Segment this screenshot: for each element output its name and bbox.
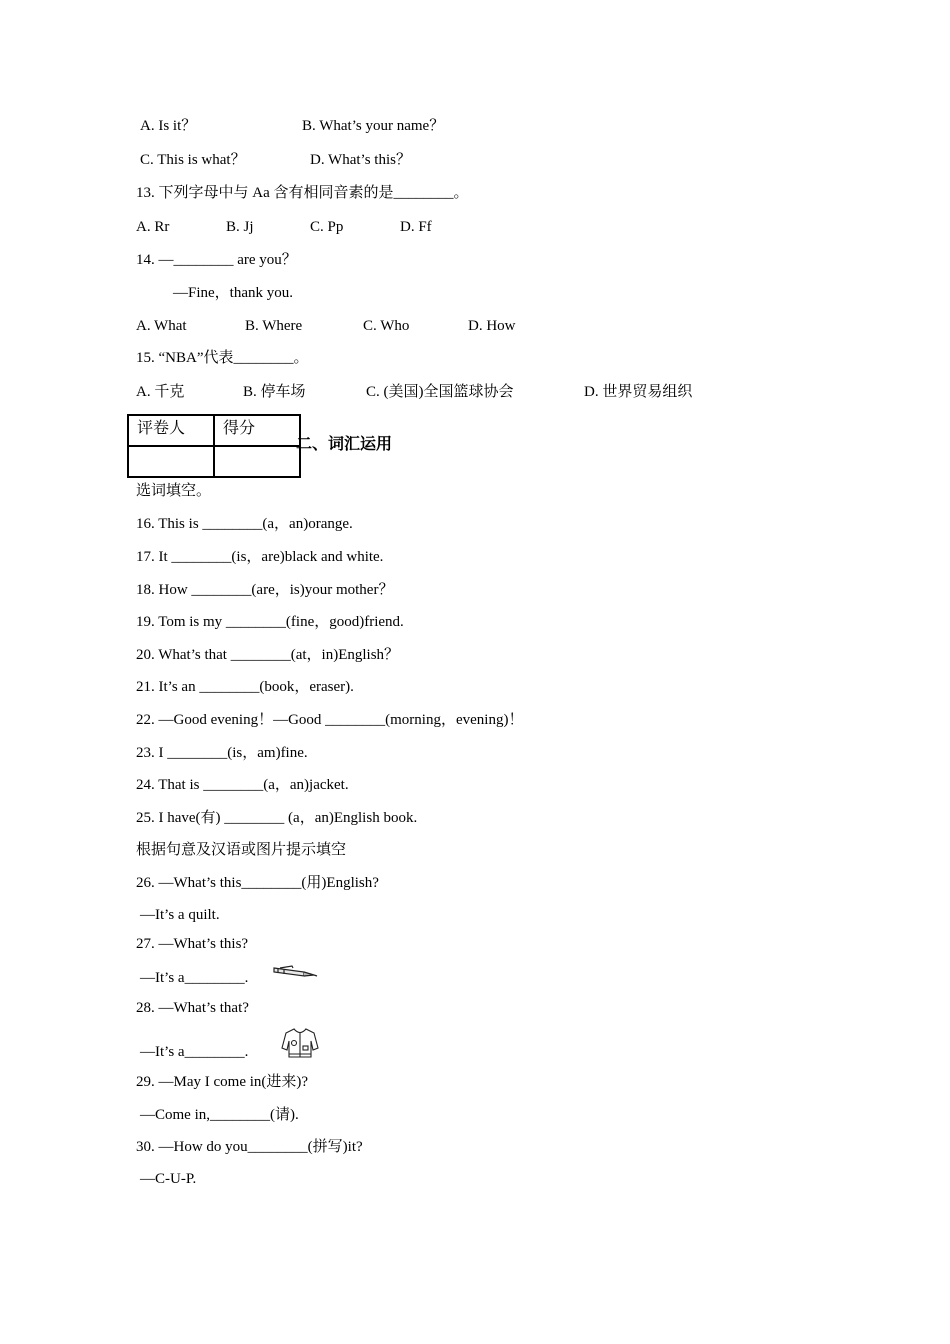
fill-item-20: 20. What’s that ________(at，in)English？ — [136, 647, 400, 663]
score-label: 得分 — [214, 415, 300, 446]
pen-icon — [272, 963, 318, 981]
q13-option-d: D. Ff — [400, 219, 432, 235]
fill-item-22: 22. —Good evening！—Good ________(morning，evening)！ — [136, 712, 524, 728]
hint-item-26-answer: —It’s a quilt. — [140, 907, 220, 923]
fill-item-24: 24. That is ________(a，an)jacket. — [136, 777, 349, 793]
section-title: 二、词汇运用 — [296, 434, 393, 453]
section-instruction-1: 选词填空。 — [136, 483, 212, 499]
q15-option-b: B. 停车场 — [243, 384, 306, 400]
q14-stem: 14. —________ are you？ — [136, 252, 297, 268]
hint-item-29-answer: —Come in,________(请). — [140, 1107, 299, 1123]
hint-item-29-question: 29. —May I come in(进来)? — [136, 1074, 309, 1090]
q13-option-a: A. Rr — [136, 219, 170, 235]
q14-option-d: D. How — [468, 318, 516, 334]
hint-item-27-question: 27. —What’s this? — [136, 936, 249, 952]
q14-option-b: B. Where — [245, 318, 303, 334]
fill-item-19: 19. Tom is my ________(fine，good)friend. — [136, 614, 404, 630]
hint-item-28-answer: —It’s a________. — [140, 1044, 249, 1060]
q14-option-a: A. What — [136, 318, 187, 334]
section-instruction-2: 根据句意及汉语或图片提示填空 — [136, 842, 347, 858]
q13-option-b: B. Jj — [226, 219, 254, 235]
q14-reply: —Fine，thank you. — [173, 285, 293, 301]
q12-option-c: C. This is what？ — [140, 152, 246, 168]
q15-stem: 15. “NBA”代表________。 — [136, 350, 309, 366]
fill-item-17: 17. It ________(is，are)black and white. — [136, 549, 384, 565]
jacket-icon — [280, 1026, 320, 1060]
fill-item-23: 23. I ________(is，am)fine. — [136, 745, 308, 761]
fill-item-18: 18. How ________(are，is)your mother？ — [136, 582, 394, 598]
q13-option-c: C. Pp — [310, 219, 344, 235]
hint-item-26-question: 26. —What’s this________(用)English? — [136, 875, 379, 891]
q12-option-d: D. What’s this？ — [310, 152, 411, 168]
grader-label: 评卷人 — [128, 415, 214, 446]
score-table — [127, 414, 301, 478]
fill-item-21: 21. It’s an ________(book，eraser). — [136, 679, 354, 695]
q15-option-d: D. 世界贸易组织 — [584, 384, 693, 400]
grader-cell[interactable] — [128, 446, 214, 477]
q12-option-a: A. Is it？ — [140, 118, 197, 134]
q13-stem: 13. 下列字母中与 Aa 含有相同音素的是________。 — [136, 185, 469, 201]
score-cell[interactable] — [214, 446, 300, 477]
hint-item-27-answer: —It’s a________. — [140, 970, 249, 986]
fill-item-16: 16. This is ________(a，an)orange. — [136, 516, 353, 532]
hint-item-30-answer: —C-U-P. — [140, 1171, 197, 1187]
q15-option-c: C. (美国)全国篮球协会 — [366, 384, 514, 400]
hint-item-30-question: 30. —How do you________(拼写)it? — [136, 1139, 363, 1155]
q12-option-b: B. What’s your name？ — [302, 118, 445, 134]
hint-item-28-question: 28. —What’s that? — [136, 1000, 249, 1016]
fill-item-25: 25. I have(有) ________ (a，an)English book. — [136, 810, 418, 826]
q14-option-c: C. Who — [363, 318, 410, 334]
q15-option-a: A. 千克 — [136, 384, 185, 400]
